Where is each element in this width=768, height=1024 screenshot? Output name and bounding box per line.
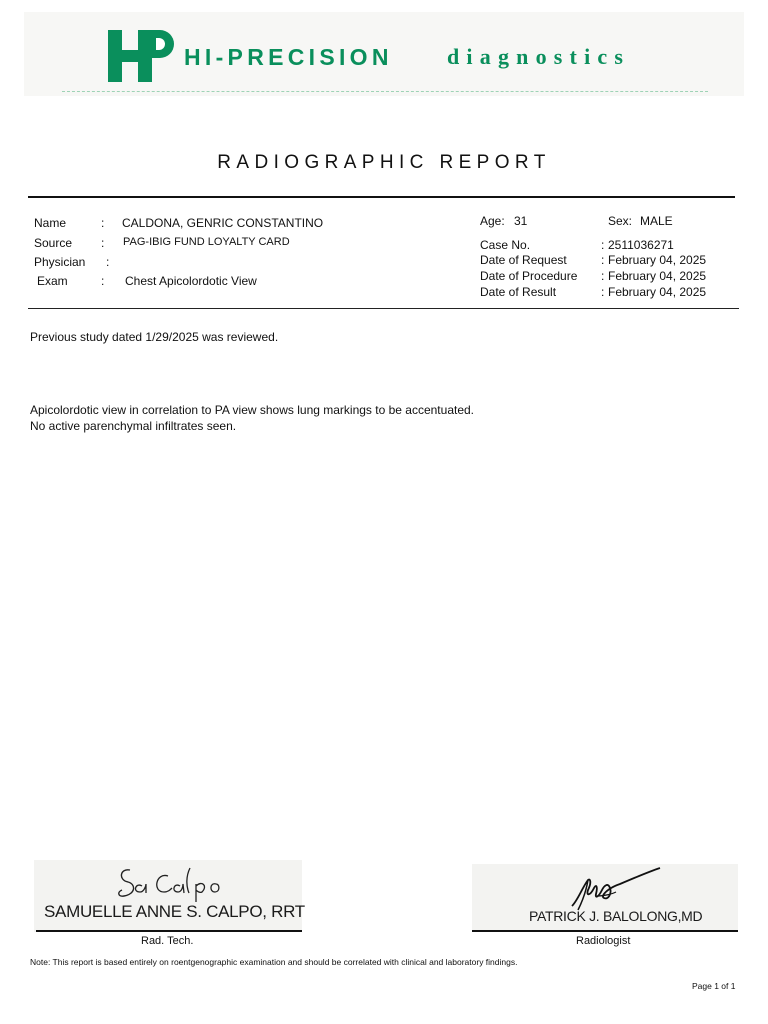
source-label: Source [34,236,73,250]
request-label: Date of Request [480,253,567,267]
source-colon: : [101,236,105,250]
title-rule [28,196,735,198]
case-label: Case No. [480,238,531,252]
case-colon: : [601,238,605,252]
rad-tech-name: SAMUELLE ANNE S. CALPO, RRT [44,902,305,921]
signature-line-rad-tech [36,930,302,932]
request-value: February 04, 2025 [608,253,707,267]
name-colon: : [101,216,105,230]
radiologist-name: PATRICK J. BALOLONG,MD [529,908,703,924]
sex-label: Sex: [608,214,633,228]
physician-colon: : [106,255,110,269]
procedure-colon: : [601,269,605,283]
request-colon: : [601,253,605,267]
page-number: Page 1 of 1 [692,981,736,991]
case-value: 2511036271 [608,238,674,252]
procedure-label: Date of Procedure [480,269,578,283]
signature-rad-tech-icon [116,862,226,902]
result-colon: : [601,285,605,299]
brand-tagline: diagnostics [447,44,631,69]
radiologist-role: Radiologist [576,935,631,947]
header-divider [62,91,708,92]
sex-value: MALE [640,214,673,228]
result-label: Date of Result [480,285,557,299]
signature-radiologist-icon [568,866,668,914]
previous-study-text: Previous study dated 1/29/2025 was reviewed. [30,330,279,344]
exam-colon: : [101,274,105,288]
result-value: February 04, 2025 [608,285,707,299]
hd-logo-icon [108,30,174,82]
age-label: Age: [480,214,505,228]
brand-name: HI-PRECISION [184,44,393,70]
finding-line-2: No active parenchymal infiltrates seen. [30,419,237,433]
report-title: RADIOGRAPHIC REPORT [217,152,551,173]
exam-label: Exam [37,274,68,288]
age-value: 31 [514,214,528,228]
rad-tech-role: Rad. Tech. [141,935,194,947]
physician-label: Physician [34,255,86,269]
name-value: CALDONA, GENRIC CONSTANTINO [122,216,324,230]
name-label: Name [34,216,67,230]
exam-value: Chest Apicolordotic View [125,274,257,288]
source-value: PAG-IBIG FUND LOYALTY CARD [123,236,290,248]
signature-line-radiologist [472,930,738,932]
procedure-value: February 04, 2025 [608,269,707,283]
finding-line-1: Apicolordotic view in correlation to PA view shows lung markings to be accentuated. [30,403,475,417]
footer-note: Note: This report is based entirely on roentgenographic examination and should be correlated with clinical and laboratory findings. [30,957,518,967]
info-rule [28,308,739,309]
